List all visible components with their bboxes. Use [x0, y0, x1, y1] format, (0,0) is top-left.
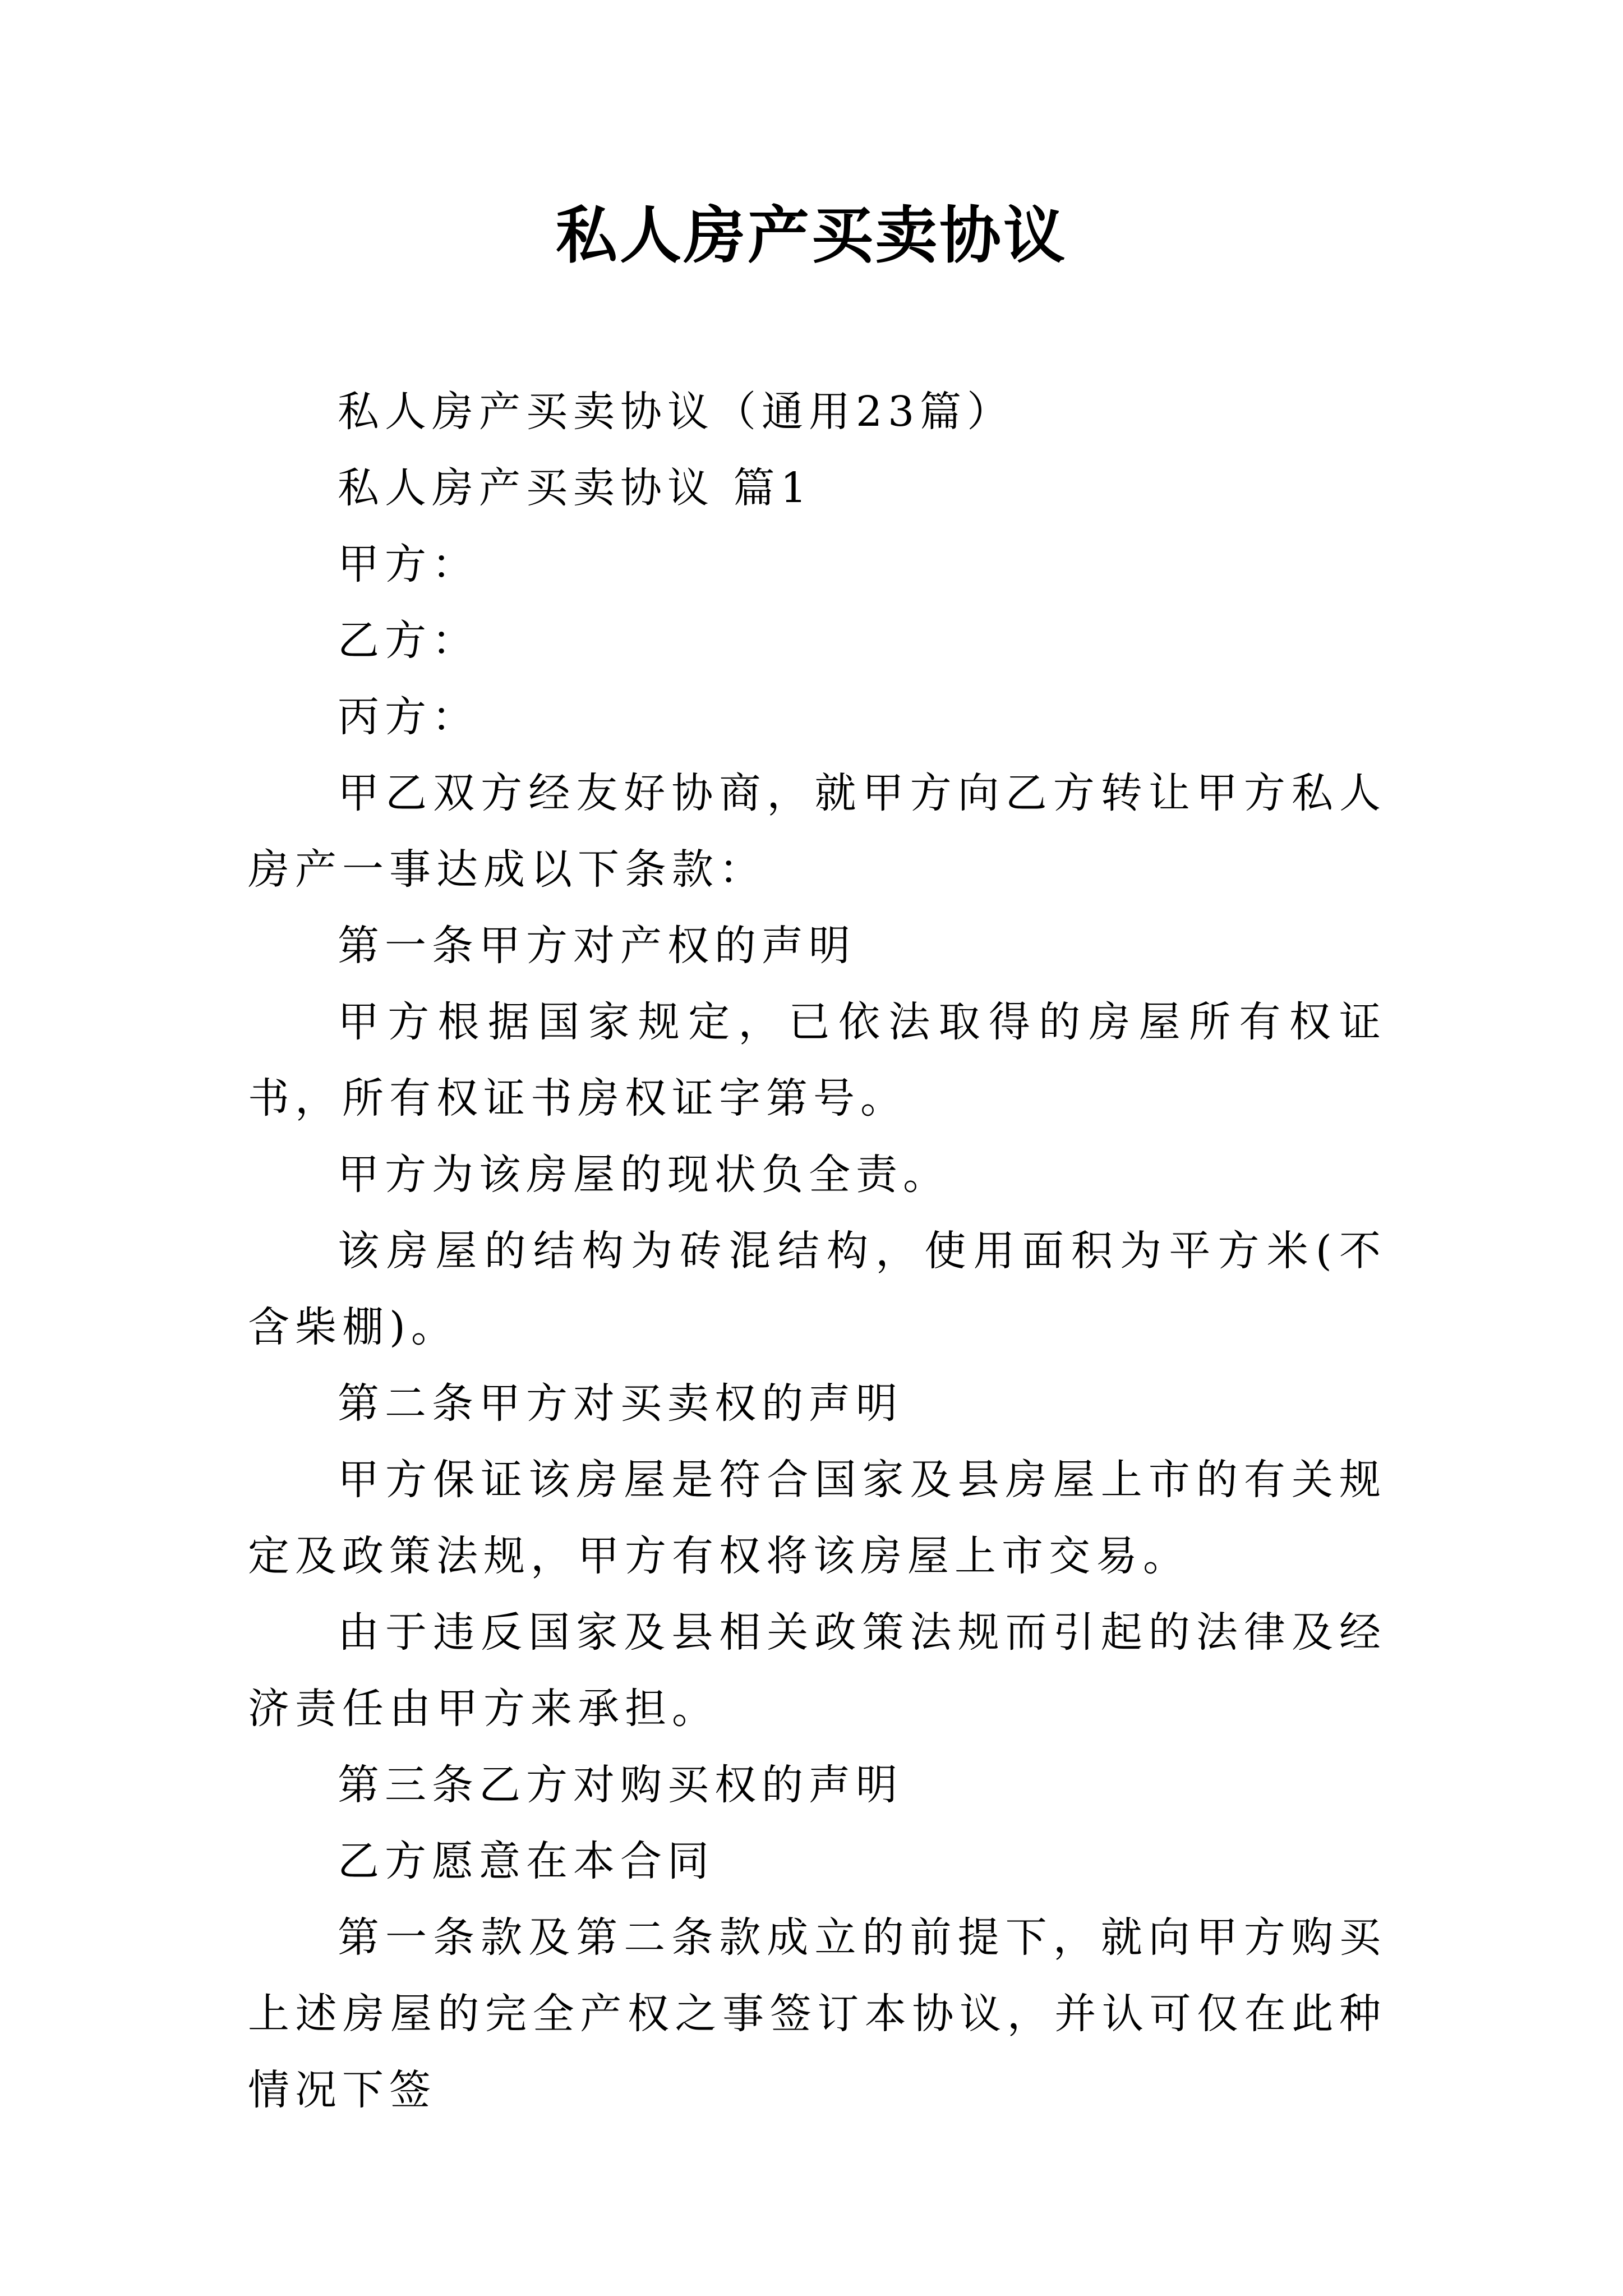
paragraph: 乙方：	[338, 616, 479, 665]
paragraph: 甲方根据国家规定，已依法取得的房屋所有权证书，所有权证书房权证字第号。	[248, 998, 1386, 1122]
paragraph: 丙方：	[338, 693, 479, 741]
document-body	[248, 374, 1386, 2128]
paragraph: 由于违反国家及县相关政策法规而引起的法律及经济责任由甲方来承担。	[248, 1608, 1386, 1733]
paragraph: 乙方愿意在本合同	[338, 1837, 714, 1885]
paragraph: 甲方：	[338, 540, 479, 588]
paragraph: 第一条款及第二条款成立的前提下，就向甲方购买上述房屋的完全产权之事签订本协议，并认可仅在此种情况下签	[248, 1913, 1386, 2114]
paragraph: 私人房产买卖协议（通用23篇）	[338, 388, 1015, 436]
document-title: 私人房产买卖协议	[556, 199, 1067, 272]
paragraph: 该房屋的结构为砖混结构，使用面积为平方米(不含柴棚)。	[248, 1227, 1386, 1351]
paragraph: 第三条乙方对购买权的声明	[338, 1761, 903, 1809]
paragraph: 甲方保证该房屋是符合国家及县房屋上市的有关规定及政策法规，甲方有权将该房屋上市交易。	[248, 1456, 1386, 1580]
paragraph: 甲方为该房屋的现状负全责。	[338, 1151, 950, 1199]
paragraph: 第二条甲方对买卖权的声明	[338, 1379, 903, 1428]
paragraph: 甲乙双方经友好协商，就甲方向乙方转让甲方私人房产一事达成以下条款：	[248, 769, 1386, 894]
paragraph: 第一条甲方对产权的声明	[338, 922, 856, 970]
paragraph: 私人房产买卖协议 篇1	[338, 464, 813, 512]
